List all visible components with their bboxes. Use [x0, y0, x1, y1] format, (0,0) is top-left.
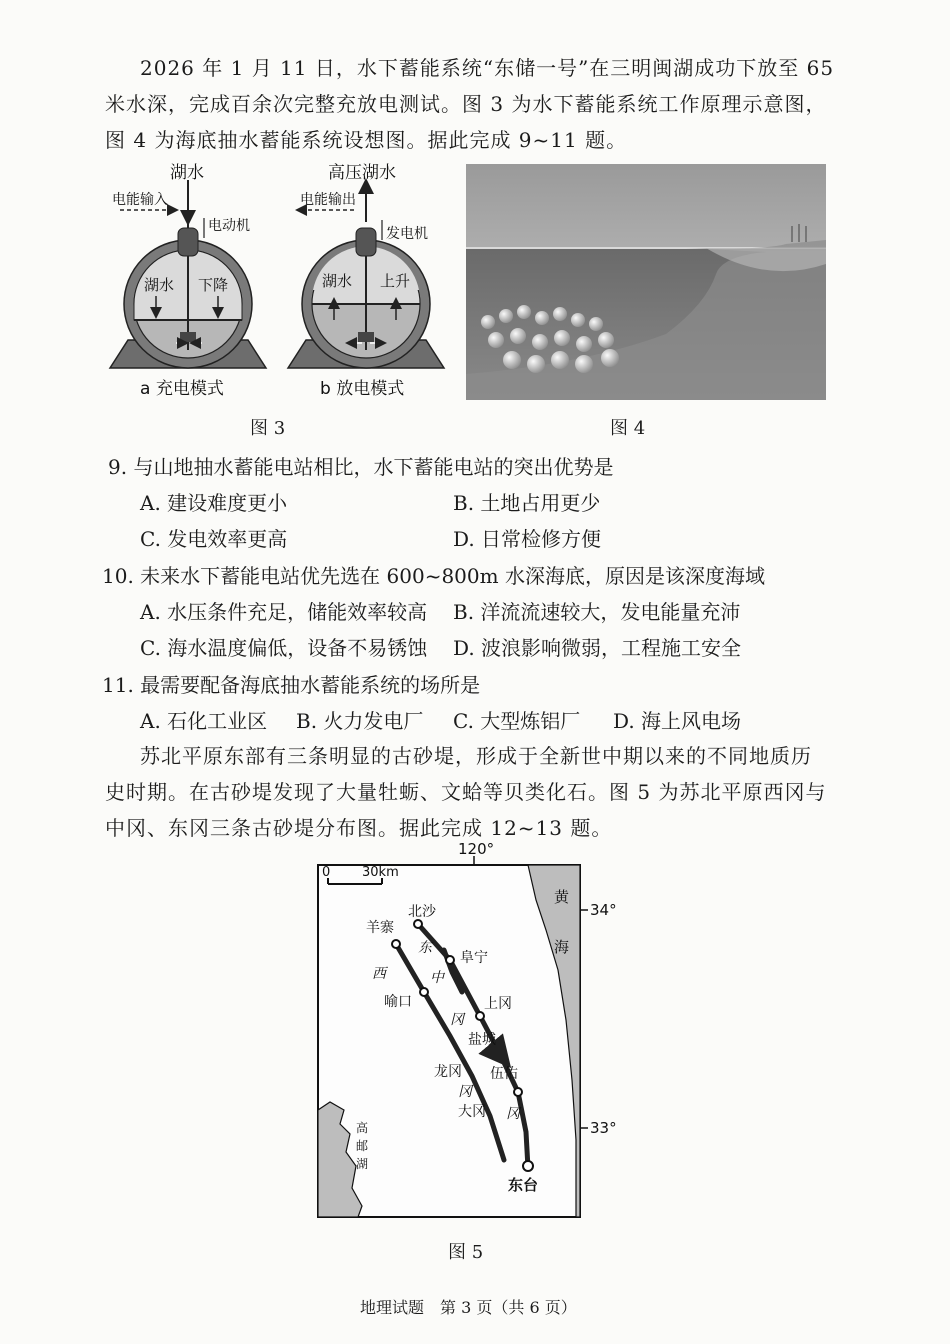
figure-5-caption: 图 5: [448, 1242, 484, 1263]
question-10-option-d: D. 波浪影响微弱，工程施工安全: [453, 636, 742, 660]
place-yancheng: 盐城: [468, 1032, 496, 1048]
fig3a-mode-label: a 充电模式: [140, 379, 224, 399]
intro-line-3: 图 4 为海底抽水蓄能系统设想图。据此完成 9~11 题。: [105, 128, 628, 152]
intro-line-1: 2026 年 1 月 11 日，水下蓄能系统“东储一号”在三明闽湖成功下放至 65: [140, 56, 835, 80]
lat-34-label: 34°: [590, 901, 617, 919]
lake-label-3: 湖: [356, 1157, 369, 1171]
place-yangzhai: 羊寨: [366, 920, 394, 936]
figure-3-diagram: [100, 160, 460, 405]
page-footer: 地理试题 第 3 页（共 6 页）: [360, 1298, 577, 1317]
intro2-line-1: 苏北平原东部有三条明显的古砂堤，形成于全新世中期以来的不同地质历: [140, 744, 812, 768]
question-11-option-d: D. 海上风电场: [613, 709, 742, 733]
figure-4-caption: 图 4: [610, 418, 646, 439]
fig3a-machine-label: 电动机: [208, 218, 250, 234]
place-dongtai: 东台: [508, 1176, 539, 1194]
fig3b-right-label: 上升: [380, 272, 411, 290]
fig3b-mode-label: b 放电模式: [320, 379, 405, 399]
lake-label-1: 高: [356, 1121, 369, 1135]
fig3a-top-label: 湖水: [170, 163, 204, 183]
ridge-east-label-1: 东: [418, 940, 432, 956]
fig3b-group: [288, 163, 444, 399]
ridge-mid-label-1: 中: [430, 970, 444, 986]
lat-33-label: 33°: [590, 1119, 617, 1137]
place-beisha: 北沙: [408, 904, 436, 920]
longitude-label: 120°: [458, 840, 495, 858]
fig3a-left-label: 湖水: [144, 276, 175, 294]
figure-5-map: [300, 840, 630, 1225]
scale-zero-label: 0: [322, 865, 331, 880]
question-9-option-d: D. 日常检修方便: [453, 527, 602, 551]
figure-3-caption: 图 3: [250, 418, 286, 439]
ridge-mid-label-2: 冈: [450, 1012, 464, 1028]
question-11-option-a: A. 石化工业区: [140, 709, 268, 733]
place-shanggang: 上冈: [484, 996, 512, 1012]
intro2-line-3: 中冈、东冈三条古砂堤分布图。据此完成 12~13 题。: [105, 816, 613, 840]
fig3a-right-label: 下降: [198, 276, 229, 294]
place-wuyou: 伍佑: [490, 1066, 518, 1082]
place-funing: 阜宁: [460, 950, 488, 966]
sea-label-2: 海: [554, 938, 570, 956]
question-9-stem: 9. 与山地抽水蓄能电站相比，水下蓄能电站的突出优势是: [108, 455, 614, 479]
place-longgang: 龙冈: [434, 1064, 462, 1080]
question-10-option-b: B. 洋流流速较大，发电能量充沛: [453, 600, 741, 624]
ridge-west-label-1: 西: [372, 966, 386, 982]
ridge-east-label-2: 冈: [506, 1106, 520, 1122]
fig3b-output-label: 电能输出: [300, 192, 356, 208]
question-11-stem: 11. 最需要配备海底抽水蓄能系统的场所是: [102, 673, 481, 697]
fig3b-left-label: 湖水: [322, 272, 353, 290]
question-9-option-a: A. 建设难度更小: [140, 491, 288, 515]
question-11-option-c: C. 大型炼铝厂: [453, 709, 581, 733]
intro2-line-2: 史时期。在古砂堤发现了大量牡蛎、文蛤等贝类化石。图 5 为苏北平原西冈与: [105, 780, 827, 804]
question-9-option-c: C. 发电效率更高: [140, 527, 288, 551]
fig3b-top-label: 高压湖水: [328, 163, 396, 183]
scale-length-label: 30km: [362, 865, 399, 880]
lake-label-2: 邮: [356, 1139, 369, 1153]
question-9-option-b: B. 土地占用更少: [453, 491, 601, 515]
fig3a-group: [110, 163, 266, 399]
question-10-option-a: A. 水压条件充足，储能效率较高: [140, 600, 428, 624]
ridge-west-label-2: 冈: [458, 1084, 472, 1100]
fig3a-input-label: 电能输入: [112, 192, 168, 208]
question-11-option-b: B. 火力发电厂: [296, 709, 424, 733]
figure-4-illustration: [466, 164, 826, 400]
fig3b-machine-label: 发电机: [386, 226, 428, 242]
question-10-stem: 10. 未来水下蓄能电站优先选在 600~800m 水深海底，原因是该深度海域: [102, 564, 765, 588]
sea-label-1: 黄: [554, 888, 570, 906]
place-dagang: 大冈: [458, 1104, 486, 1120]
place-yukou: 喻口: [384, 994, 412, 1010]
question-10-option-c: C. 海水温度偏低，设备不易锈蚀: [140, 636, 428, 660]
intro-line-2: 米水深，完成百余次完整充放电测试。图 3 为水下蓄能系统工作原理示意图，: [105, 92, 827, 116]
